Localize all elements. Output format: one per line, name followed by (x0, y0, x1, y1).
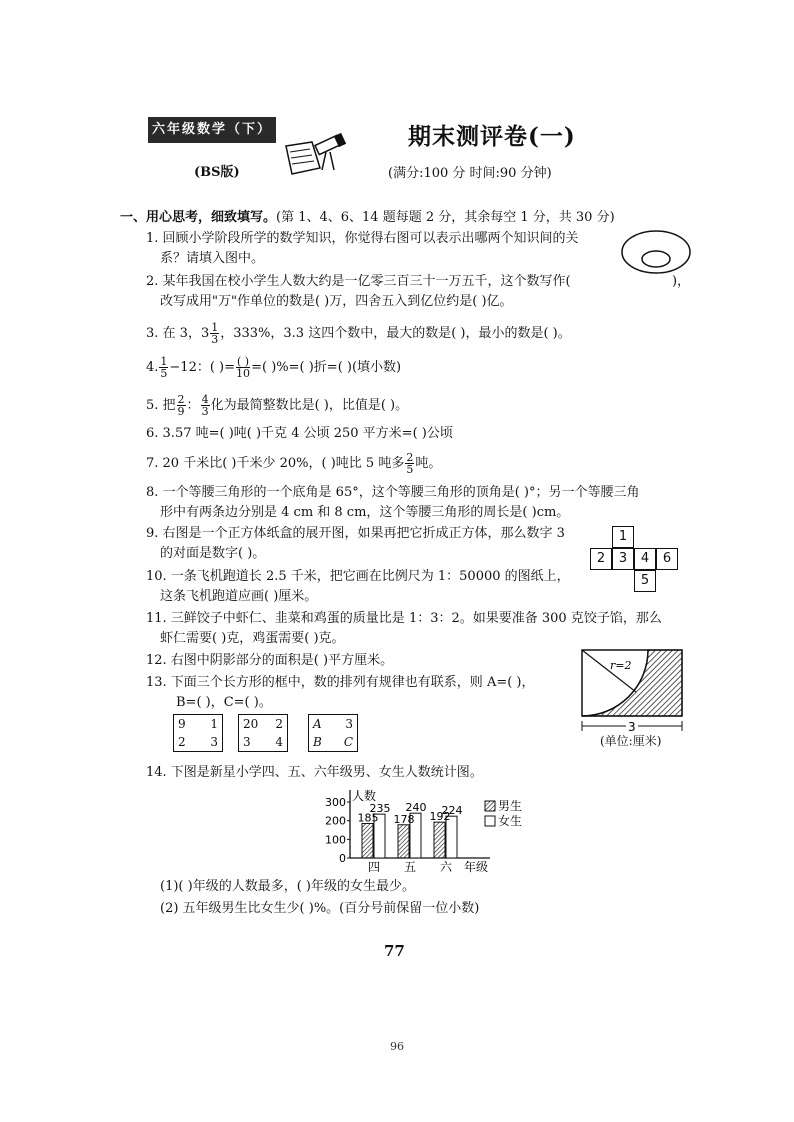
sheet-number: 96 (390, 1040, 404, 1053)
q4-num-2: ( ) (237, 355, 250, 368)
q3-denominator: 3 (211, 333, 219, 346)
bar-男生 (362, 823, 373, 858)
q7-suffix: 吨。 (415, 456, 442, 471)
q4-prefix: 4. (146, 360, 159, 375)
cube-face: 2 (590, 548, 612, 570)
shaded-area-figure[interactable] (578, 648, 686, 740)
bar-男生 (398, 825, 409, 858)
bar-value-label: 235 (369, 802, 391, 816)
q4-den-2: 10 (236, 367, 251, 380)
width-label: 3 (628, 720, 636, 734)
box-bottom-left: 2 (178, 735, 186, 749)
question-9-line-2: 的对面是数字( )。 (160, 546, 266, 561)
bar-value-label: 185 (357, 811, 379, 825)
box-bottom-right: 4 (275, 735, 283, 749)
cube-face: 5 (634, 570, 656, 592)
q7-num: 2 (406, 451, 414, 464)
legend-label: 男生 (498, 799, 523, 813)
pattern-box (238, 714, 288, 752)
question-12: 12. 右图中阴影部分的面积是( )平方厘米。 (146, 653, 394, 668)
question-10-line-1: 10. 一条飞机跑道长 2.5 千米，把它画在比例尺为 1：50000 的图纸上， (146, 569, 570, 584)
bar-value-label: 224 (441, 804, 463, 818)
question-14-part-1: (1)( )年级的人数最多，( )年级的女生最少。 (160, 879, 415, 894)
page-title: 期末测评卷(一) (408, 123, 576, 150)
question-4 (146, 356, 401, 379)
q5-den-1: 9 (177, 405, 185, 418)
nested-ellipse-diagram[interactable] (620, 228, 692, 276)
question-6: 6. 3.57 吨=( )吨( )千克 4 公顷 250 平方米=( )公顷 (146, 426, 453, 441)
section-note: (第 1、4、6、14 题每题 2 分，其余每空 1 分，共 30 分) (276, 210, 615, 225)
q5-fraction-2 (201, 394, 210, 417)
question-2-blank-end: )， (672, 274, 691, 289)
question-13-line-1: 13. 下面三个长方形的框中，数的排列有规律也有联系，则 A=( )， (146, 675, 535, 690)
q7-fraction (405, 452, 414, 475)
q5-fraction-1 (177, 394, 186, 417)
box-top-left: A (313, 717, 322, 731)
legend-swatch (485, 816, 495, 826)
box-bottom-left: B (313, 735, 322, 749)
q4-num-1: 1 (160, 355, 168, 368)
radius-label: r=2 (610, 659, 632, 672)
question-14-part-2: (2) 五年级男生比女生少( )%。(百分号前保留一位小数) (160, 901, 480, 916)
cube-face: 4 (634, 548, 656, 570)
cube-net-diagram (590, 526, 690, 596)
question-5 (146, 394, 408, 417)
question-11-line-1: 11. 三鲜饺子中虾仁、韭菜和鸡蛋的质量比是 1：3：2。如果要准备 300 克饺子馅，那么 (146, 611, 662, 626)
grade-badge: 六年级数学（下） (148, 117, 276, 143)
question-1-line-2: 系？请填入图中。 (160, 251, 265, 266)
x-axis-label: 年级 (464, 860, 489, 874)
q4-suffix: =( )%=( )折=( )(填小数) (251, 360, 402, 375)
q4-den-1: 5 (160, 367, 168, 380)
legend-swatch (485, 801, 495, 811)
y-tick-label: 100 (325, 833, 346, 847)
bar-value-label: 178 (393, 812, 415, 826)
q5-prefix: 5. 把 (146, 398, 176, 413)
question-2-line-2: 改写成用"万"作单位的数是( )万，四舍五入到亿位约是( )亿。 (160, 294, 513, 309)
box-top-left: 20 (243, 717, 259, 731)
book-telescope-icon (280, 132, 352, 180)
box-bottom-left: 3 (243, 735, 251, 749)
y-tick-label: 300 (325, 796, 346, 809)
q5-suffix: 化为最简整数比是( )，比值是( )。 (210, 398, 409, 413)
score-time-info: (满分:100 分 时间:90 分钟) (388, 166, 552, 181)
q7-prefix: 7. 20 千米比( )千米少 20%，( )吨比 5 吨多 (146, 456, 405, 471)
box-top-right: 1 (210, 717, 218, 731)
pattern-box (308, 714, 358, 752)
cube-face: 1 (612, 526, 634, 548)
question-7 (146, 452, 441, 475)
edition-label: (BS版) (194, 165, 240, 180)
q5-num-2: 4 (201, 393, 209, 406)
bar-value-label: 240 (405, 801, 427, 815)
q5-den-2: 3 (201, 405, 209, 418)
box-top-left: 9 (178, 717, 186, 731)
y-tick-label: 200 (325, 814, 346, 828)
question-8-line-1: 8. 一个等腰三角形的一个底角是 65°，这个等腰三角形的顶角是( )°；另一个等腰三角 (146, 485, 640, 500)
box-bottom-right: C (343, 735, 353, 749)
section-heading (120, 206, 615, 225)
q4-fraction-1 (159, 356, 168, 379)
box-bottom-right: 3 (210, 735, 218, 749)
q4-fraction-2 (236, 356, 250, 379)
q3-suffix: ，333%，3.3 这四个数中，最大的数是( )，最小的数是( )。 (220, 326, 571, 341)
q5-colon: ： (186, 398, 200, 413)
q3-fraction (210, 322, 219, 345)
x-tick-label: 六 (439, 860, 453, 874)
x-tick-label: 四 (367, 860, 381, 874)
bar-男生 (434, 822, 445, 858)
legend-label: 女生 (498, 814, 523, 828)
question-10-line-2: 这条飞机跑道应画( )厘米。 (160, 589, 318, 604)
question-13-line-2: B=( )，C=( )。 (176, 695, 272, 710)
box-top-right: 3 (345, 717, 353, 731)
cube-face: 6 (656, 548, 678, 570)
question-1-line-1: 1. 回顾小学阶段所学的数学知识，你觉得右图可以表示出哪两个知识间的关 (146, 231, 579, 246)
question-3 (146, 322, 571, 345)
question-2-line-1 (146, 271, 571, 293)
bar-chart (320, 780, 550, 880)
question-8-line-2: 形中有两条边分别是 4 cm 和 8 cm，这个等腰三角形的周长是( )cm。 (160, 505, 570, 520)
y-tick-label: 0 (339, 852, 346, 865)
page-number: 77 (384, 942, 405, 960)
q7-den: 5 (406, 463, 414, 476)
question-14: 14. 下图是新星小学四、五、六年级男、女生人数统计图。 (146, 765, 483, 780)
question-2-text: 2. 某年我国在校小学生人数大约是一亿零三百三十一万五千，这个数写作( (146, 274, 571, 289)
cube-face: 3 (612, 548, 634, 570)
q4-middle: −12：( )= (169, 360, 236, 375)
pattern-box (173, 714, 223, 752)
box-top-right: 2 (275, 717, 283, 731)
q3-numerator: 1 (211, 321, 219, 334)
x-tick-label: 五 (403, 860, 417, 874)
q5-num-1: 2 (177, 393, 185, 406)
question-11-line-2: 虾仁需要( )克，鸡蛋需要( )克。 (160, 631, 345, 646)
q3-prefix: 3. 在 3，3 (146, 326, 210, 341)
section-label: 一、用心思考，细致填写。 (120, 210, 277, 225)
y-axis-label: 人数 (352, 789, 377, 803)
bar-value-label: 192 (429, 810, 451, 824)
question-9-line-1: 9. 右图是一个正方体纸盒的展开图，如果再把它折成正方体，那么数字 3 (146, 526, 565, 541)
unit-label: (单位:厘米) (600, 734, 662, 748)
